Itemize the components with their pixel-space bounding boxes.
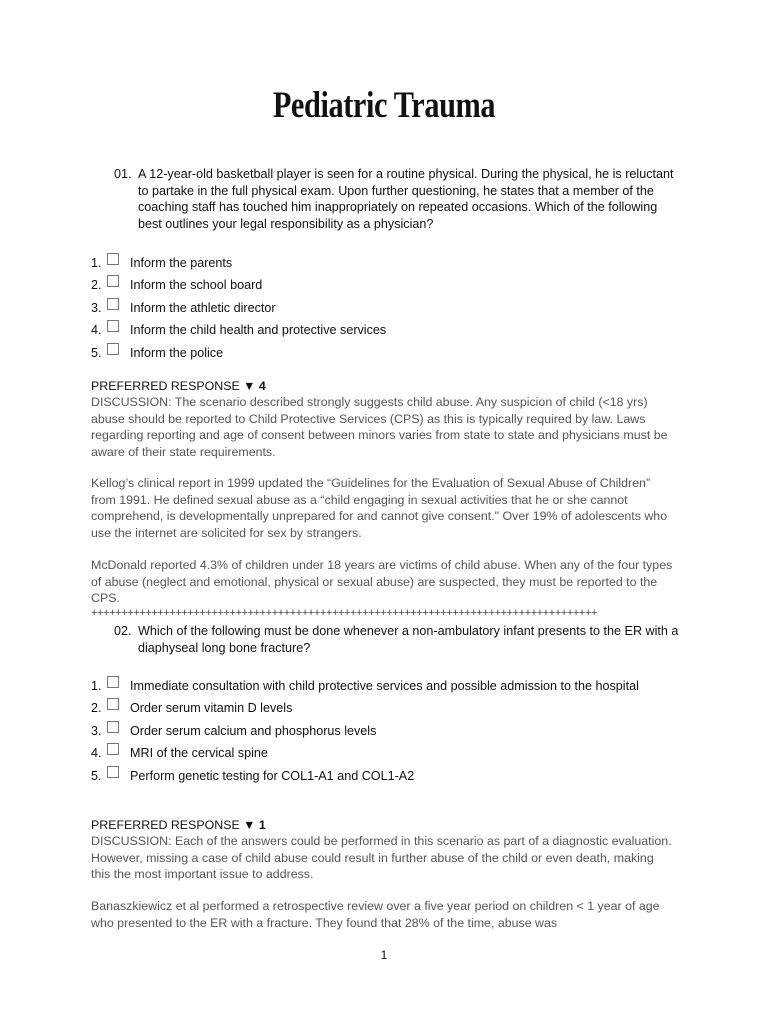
option-item[interactable]: 1. Inform the parents: [91, 248, 731, 271]
separator-line: ++++++++++++++++++++++++++++++++++++++++++++++++++++++++++++++++++++++++++++++++++++: [91, 607, 598, 619]
option-label: MRI of the cervical spine: [130, 746, 268, 761]
page-number: 1: [380, 948, 388, 962]
option-item[interactable]: 2. Inform the school board: [91, 271, 731, 294]
option-label: Order serum vitamin D levels: [130, 701, 293, 716]
preferred-response-1: PREFERRED RESPONSE ▼ 4: [91, 379, 266, 393]
option-item[interactable]: 5. Inform the police: [91, 338, 731, 361]
question-2-options: [91, 671, 731, 784]
checkbox[interactable]: [107, 721, 119, 733]
option-label: Order serum calcium and phosphorus levels: [130, 723, 377, 738]
checkbox[interactable]: [107, 298, 119, 310]
discussion-paragraph: Kellog’s clinical report in 1999 updated the “Guidelines for the Evaluation of Sexual Abuse of Children” from 1991. He defined sexual abuse as a “child engaging in sexual activities that he or she cannot comprehend, is developmentally unprepared for and cannot give consent." Over 19% of adolescents who use the internet are solicited for sex by strangers.: [91, 476, 668, 540]
question-text: Which of the following must be done whenever a non-ambulatory infant presents to the ER with a diaphyseal long bone fracture?: [138, 624, 679, 655]
option-item[interactable]: 4. MRI of the cervical spine: [91, 739, 731, 762]
checkbox[interactable]: [107, 253, 119, 265]
question-2: [114, 623, 684, 656]
question-number: 02.: [114, 624, 132, 638]
discussion-paragraph: DISCUSSION: Each of the answers could be performed in this scenario as part of a diagnostic evaluation. However, missing a case of child abuse could result in further abuse of the child or even death, making this the most important issue to address.: [91, 834, 672, 881]
option-item[interactable]: 2. Order serum vitamin D levels: [91, 694, 731, 717]
option-label: Inform the police: [130, 345, 224, 360]
question-1: [114, 166, 684, 232]
preferred-response-2: PREFERRED RESPONSE ▼ 1: [91, 818, 266, 832]
checkbox[interactable]: [107, 320, 119, 332]
page-title: Pediatric Trauma: [272, 85, 496, 126]
question-number: 01.: [114, 167, 132, 181]
checkbox[interactable]: [107, 743, 119, 755]
discussion-paragraph: Banaszkiewicz et al performed a retrospective review over a five year period on children < 1 year of age who presented to the ER with a fracture. They found that 28% of the time, abuse was: [91, 899, 660, 930]
checkbox[interactable]: [107, 275, 119, 287]
checkbox[interactable]: [107, 343, 119, 355]
question-1-options: [91, 248, 731, 361]
discussion-paragraph: DISCUSSION: The scenario described strongly suggests child abuse. Any suspicion of child (<18 yrs) abuse should be reported to Child Protective Services (CPS) as this is typically required by law. Laws regarding reporting and age of consent between minors varies from state to state and physicians must be aware of their state requirements.: [91, 395, 668, 459]
checkbox[interactable]: [107, 676, 119, 688]
option-item[interactable]: 3. Inform the athletic director: [91, 293, 731, 316]
checkbox[interactable]: [107, 766, 119, 778]
option-label: Inform the athletic director: [130, 300, 276, 315]
checkbox[interactable]: [107, 698, 119, 710]
option-label: Perform genetic testing for COL1-A1 and COL1-A2: [130, 768, 415, 783]
option-label: Inform the parents: [130, 255, 233, 270]
question-text: A 12-year-old basketball player is seen for a routine physical. During the physical, he is reluctant to partake in the full physical exam. Upon further questioning, he states that a member of the coaching staff has touched him inappropriately on repeated occasions. Which of the following best outlines your legal responsibility as a physician?: [138, 167, 674, 231]
preferred-response-value: 1: [258, 818, 266, 832]
option-label: Immediate consultation with child protective services and possible admission to the hospital: [130, 678, 639, 693]
option-label: Inform the child health and protective services: [130, 323, 387, 338]
option-label: Inform the school board: [130, 278, 263, 293]
option-item[interactable]: 3. Order serum calcium and phosphorus levels: [91, 716, 731, 739]
discussion-paragraph: McDonald reported 4.3% of children under 18 years are victims of child abuse. When any of the four types of abuse (neglect and emotional, physical or sexual abuse) are suspected, they must be reported to the CPS.: [91, 558, 673, 605]
option-item[interactable]: 1. Immediate consultation with child protective services and possible admission to the hospital: [91, 671, 731, 694]
preferred-response-value: 4: [258, 379, 266, 393]
option-item[interactable]: 5. Perform genetic testing for COL1-A1 and COL1-A2: [91, 761, 731, 784]
option-item[interactable]: 4. Inform the child health and protective services: [91, 316, 731, 339]
